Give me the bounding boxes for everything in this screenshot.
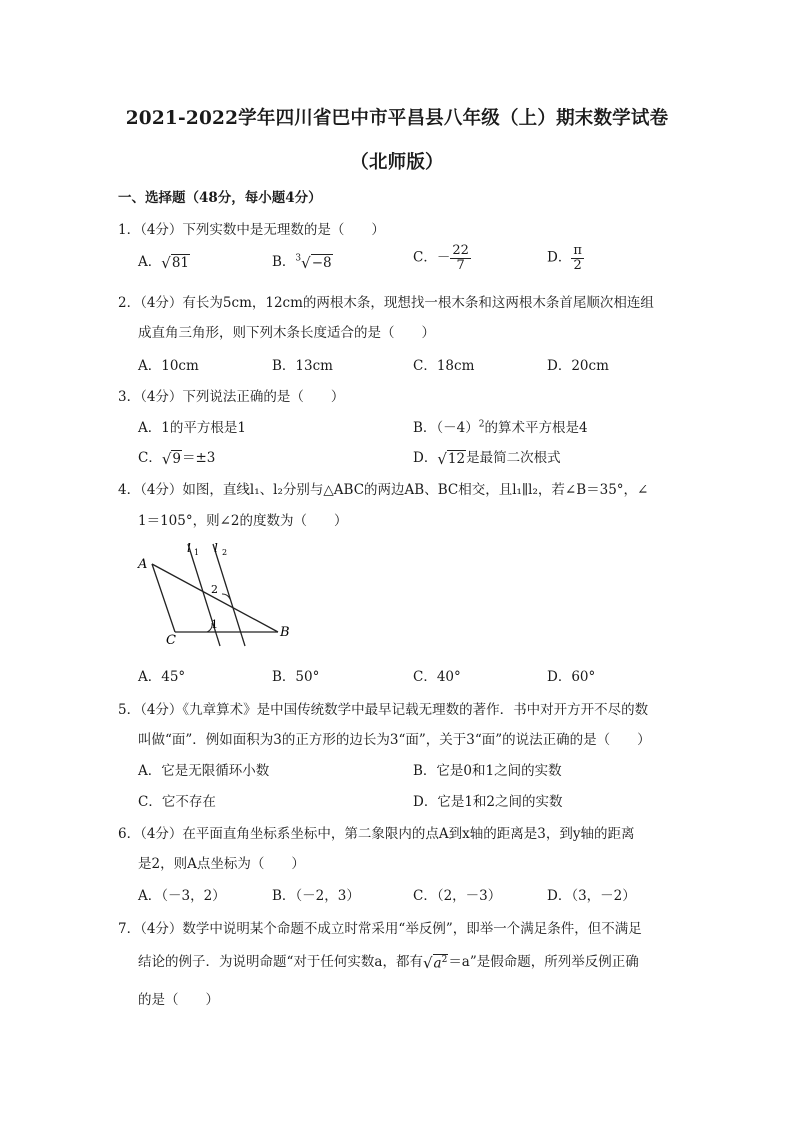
- question-2-option-c: C．18cm: [413, 358, 475, 374]
- label-l2: l: [214, 541, 218, 555]
- option-label: B．（－4）: [413, 420, 479, 436]
- question-2-stem-line1: 2．（4分）有长为5cm，12cm的两根木条，现想找一根木条和这两根木条首尾顺次相连组: [118, 295, 654, 311]
- exponent: 2: [478, 419, 485, 430]
- question-2-option-b: B．13cm: [272, 358, 333, 374]
- sqrt-expression: √ 12: [437, 450, 466, 469]
- label-a: A: [138, 557, 148, 572]
- question-2-option-a: A．10cm: [138, 358, 199, 374]
- page-title: 2021-2022学年四川省巴中市平昌县八年级（上）期末数学试卷: [125, 108, 669, 129]
- option-label: D．: [547, 249, 572, 266]
- question-6-stem-line2: 是2，则A点坐标为（ ）: [138, 856, 305, 872]
- question-1-option-d: [547, 244, 584, 272]
- question-4-figure: [130, 532, 310, 650]
- sqrt-expression: √ 81: [161, 254, 189, 273]
- cube-root-expression: √ −8: [301, 254, 332, 273]
- option-label: C．－: [413, 249, 451, 266]
- label-l1: l: [187, 541, 191, 555]
- question-1-option-b: [272, 250, 333, 271]
- label-l1-sub: 1: [194, 548, 200, 557]
- numerator: 22: [452, 243, 469, 258]
- question-6-stem-line1: 6．（4分）在平面直角坐标系坐标中，第二象限内的点A到x轴的距离是3，到y轴的距离: [118, 826, 635, 842]
- question-5-stem-line2: 叫做“面”．例如面积为3的正方形的边长为3“面”，关于3“面”的说法正确的是（ ）: [138, 732, 651, 748]
- label-angle-2: 2: [211, 583, 218, 596]
- sqrt-expression: √ $a^2$: [422, 954, 448, 973]
- question-3-option-c: [138, 446, 215, 467]
- question-7-stem-line3: 的是（ ）: [138, 992, 219, 1008]
- label-l2-sub: 2: [222, 548, 228, 557]
- question-4-option-c: C．40°: [413, 669, 461, 685]
- question-5-option-d: D．它是1和2之间的实数: [413, 794, 563, 810]
- question-2-option-d: D．20cm: [547, 358, 609, 374]
- numerator: π: [573, 243, 582, 258]
- radicand: 12: [447, 450, 466, 467]
- question-6-option-b: B．（－2，3）: [272, 888, 360, 904]
- root-index: 3: [295, 253, 302, 264]
- question-2-stem-line2: 成直角三角形，则下列木条长度适合的是（ ）: [138, 325, 435, 341]
- stem-text: 结论的例子．为说明命题“对于任何实数a，都有: [138, 954, 423, 970]
- question-6-option-c: C．（2，－3）: [413, 888, 502, 904]
- radicand: 81: [171, 254, 189, 271]
- question-7-stem-line2: [138, 950, 639, 971]
- question-1-option-c: [413, 244, 471, 272]
- label-c: C: [166, 633, 176, 648]
- label-angle-1: 1: [211, 618, 218, 631]
- question-4-option-d: D．60°: [547, 669, 596, 685]
- question-4-stem-line1: 4．（4分）如图，直线l₁、l₂分别与△ABC的两边AB、BC相交，且l₁∥l₂，若∠B＝35°，∠: [118, 482, 649, 498]
- question-5-stem-line1: 5．（4分）《九章算术》是中国传统数学中最早记载无理数的著作．书中对开方开不尽的数: [118, 702, 649, 718]
- question-7-stem-line1: 7．（4分）数学中说明某个命题不成立时常采用“举反例”，即举一个满足条件，但不满足: [118, 921, 642, 937]
- question-5-option-b: B．它是0和1之间的实数: [413, 763, 562, 779]
- question-1-stem: 1．（4分）下列实数中是无理数的是（ ）: [118, 222, 385, 238]
- radicand: [433, 954, 449, 972]
- option-text: ＝±3: [182, 450, 216, 466]
- page-subtitle: （北师版）: [350, 152, 444, 173]
- option-label: A．: [138, 254, 162, 270]
- label-b: B: [280, 625, 290, 640]
- question-5-option-c: C．它不存在: [138, 794, 216, 810]
- radicand-variable: a: [433, 955, 442, 972]
- question-6-option-a: A．（－3，2）: [138, 888, 226, 904]
- stem-text: ＝a”是假命题，所列举反例正确: [448, 954, 639, 970]
- question-5-option-a: A．它是无限循环小数: [138, 763, 270, 779]
- option-label: D．: [413, 450, 438, 466]
- question-4-option-a: A．45°: [138, 669, 186, 685]
- question-4-stem-line2: 1＝105°，则∠2的度数为（ ）: [138, 513, 348, 529]
- question-3-stem: 3．（4分）下列说法正确的是（ ）: [118, 389, 345, 405]
- denominator: 2: [573, 257, 582, 273]
- exponent: 2: [441, 954, 448, 965]
- fraction: [571, 244, 584, 272]
- radicand: 9: [172, 450, 181, 467]
- question-3-option-d: [413, 446, 561, 467]
- question-6-option-d: D．（3，－2）: [547, 888, 636, 904]
- option-label: C．: [138, 450, 162, 466]
- question-1-option-a: [138, 250, 190, 271]
- sqrt-expression: √ 9: [161, 450, 181, 469]
- question-3-option-a: A．1的平方根是1: [138, 420, 246, 436]
- denominator: 7: [456, 257, 465, 273]
- option-text: 是最简二次根式: [466, 450, 561, 466]
- question-4-option-b: B．50°: [272, 669, 320, 685]
- option-label: B．: [272, 254, 296, 270]
- option-text: 的算术平方根是4: [484, 420, 588, 436]
- question-3-option-b: [413, 416, 588, 436]
- fraction: [450, 244, 471, 272]
- section-heading: 一、选择题（48分，每小题4分）: [118, 190, 322, 206]
- radicand: −8: [311, 254, 332, 271]
